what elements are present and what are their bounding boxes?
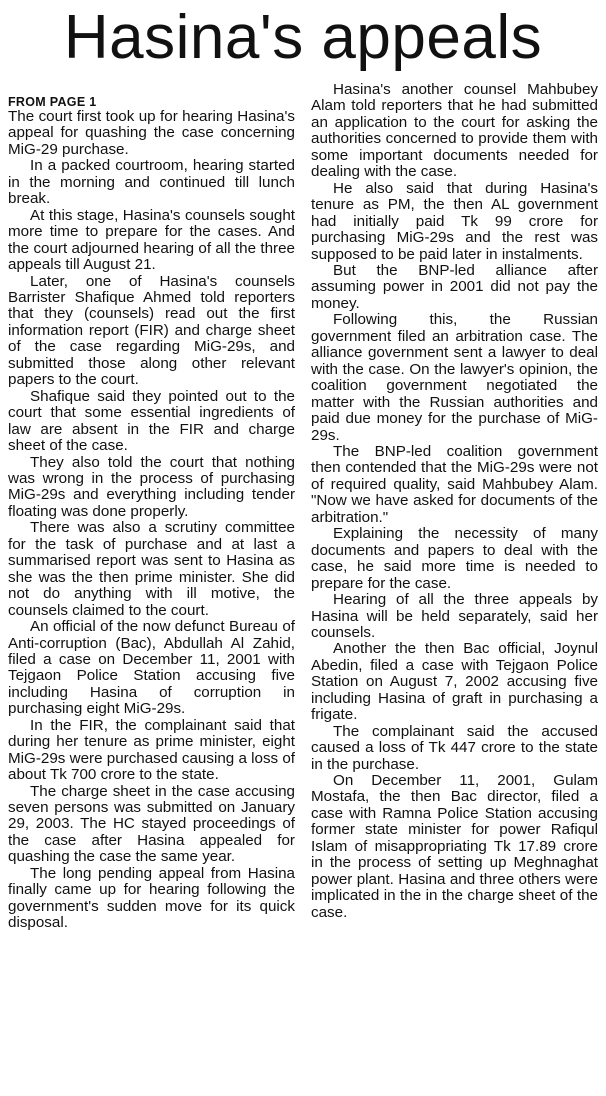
paragraph: The BNP-led coalition government then contended that the MiG-29s were not of required quality, said Mahbubey Alam. "Now we have asked for documents of the arbitration." (311, 442, 598, 526)
paragraph: There was also a scrutiny committee for the task of purchase and at last a summarised report was sent to Hasina as she was the then prime minister. She did not do anything with ill motive, the counsels claimed to the court. (8, 519, 295, 619)
paragraph: Explaining the necessity of many documents and papers to deal with the case, he said more time is needed to prepare for the case. (311, 525, 598, 592)
headline: Hasina's appeals (63, 3, 543, 72)
paragraph: At this stage, Hasina's counsels sought more time to prepare for the cases. And the court adjourned hearing of all the three appeals till August 21. (8, 206, 295, 274)
paragraph: An official of the now defunct Bureau of Anti-corruption (Bac), Abdullah Al Zahid, filed a case on December 11, 2001 with Tejgaon Police Station accusing five including Hasina of corruption in purchasing eight MiG-29s. (8, 618, 295, 718)
paragraph: The court first took up for hearing Hasina's appeal for quashing the case concerning MiG-29 purchase. (8, 108, 295, 158)
paragraph: Hearing of all the three appeals by Hasina will be held separately, said her counsels. (311, 591, 598, 641)
paragraph: He also said that during Hasina's tenure as PM, the then AL government had initially paid Tk 99 crore for purchasing MiG-29s and the rest was supposed to be paid later in instalments. (311, 179, 598, 263)
column-right (311, 82, 598, 1088)
paragraph: Hasina's another counsel Mahbubey Alam told reporters that he had submitted an application to the court for asking the authorities concerned to provide them with some important documents needed for dealing with the case. (311, 82, 598, 181)
paragraph: In the FIR, the complainant said that during her tenure as prime minister, eight MiG-29s were purchased causing a loss of about Tk 700 crore to the state. (8, 716, 295, 784)
kicker: FROM PAGE 1 (8, 95, 97, 109)
paragraph: Shafique said they pointed out to the court that some essential ingredients of law are absent in the FIR and charge sheet of the case. (8, 387, 295, 455)
paragraph: The complainant said the accused caused a loss of Tk 447 crore to the state in the purchase. (311, 722, 598, 773)
paragraph: In a packed courtroom, hearing started in the morning and continued till lunch break. (8, 157, 295, 208)
paragraph: Later, one of Hasina's counsels Barrister Shafique Ahmed told reporters that they (counsels) read out the first information report (FIR) and charge sheet of the case regarding MiG-29s, and submitted those along other relevant papers to the court. (8, 272, 295, 389)
paragraph: The charge sheet in the case accusing seven persons was submitted on January 29, 2003. The HC stayed proceedings of the case after Hasina appealed for quashing the case the same year. (8, 782, 295, 866)
column-left (8, 82, 295, 1088)
paragraph: But the BNP-led alliance after assuming power in 2001 did not pay the money. (311, 261, 598, 312)
paragraph: They also told the court that nothing was wrong in the process of purchasing MiG-29s and everything including tender floating was done properly. (8, 453, 295, 520)
article-body (8, 82, 598, 1088)
paragraph: Following this, the Russian government filed an arbitration case. The alliance government sent a lawyer to deal with the case. On the lawyer's opinion, the coalition government negotiated the matter with the Russian authorities and paid due money for the purchase of MiG-29s. (311, 311, 598, 444)
paragraph: The long pending appeal from Hasina finally came up for hearing following the government's sudden move for its quick disposal. (8, 864, 295, 932)
paragraph: Another the then Bac official, Joynul Abedin, filed a case with Tejgaon Police Station on August 7, 2002 accusing five including Hasina of graft in purchasing a frigate. (311, 640, 598, 724)
paragraph: On December 11, 2001, Gulam Mostafa, the then Bac director, filed a case with Ramna Police Station accusing former state minister for power Rafiqul Islam of misappropriating Tk 17.89 crore in the process of setting up Meghnaghat power plant. Hasina and three others were implicated in the in the charge sheet of the case. (311, 772, 598, 921)
